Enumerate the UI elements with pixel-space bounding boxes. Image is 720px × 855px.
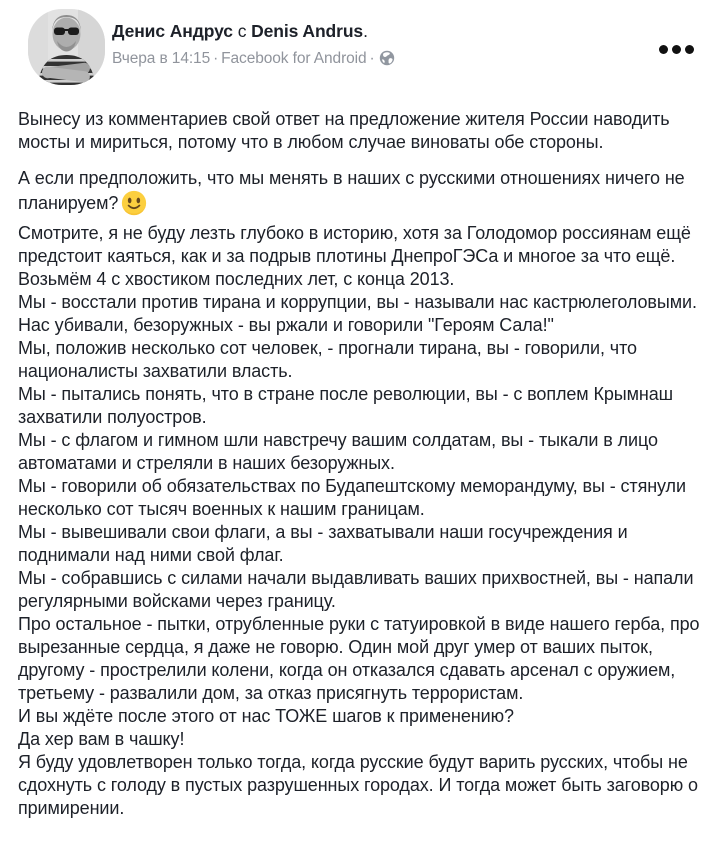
- name-suffix: .: [363, 21, 368, 41]
- meta-separator: ·: [369, 50, 375, 67]
- post-header: [0, 0, 720, 102]
- post-paragraph: Вынесу из комментариев свой ответ на предложение жителя России наводить мосты и мириться, потому что в любом случае виноваты обе стороны.: [18, 109, 670, 152]
- globe-icon: [379, 50, 395, 71]
- with-connector: с: [232, 21, 252, 41]
- post-line-with-emoji: [18, 167, 704, 222]
- avatar-photo: [28, 9, 105, 85]
- post-line: Про остальное - пытки, отрубленные руки с татуировкой в виде нашего герба, про вырезанные сердца, я даже не говорю. Один мой друг умер от ваших пыток, другому - прострелили колени, когда он отказался сдавать арсенал с оружием, третьему - развалили дом, за отказ присягнуть террористам.: [18, 614, 700, 703]
- app-name[interactable]: Facebook for Android: [221, 50, 367, 67]
- three-dots-menu-button[interactable]: [655, 41, 698, 58]
- post-line: Мы - с флагом и гимном шли навстречу вашим солдатам, вы - тыкали в лицо автоматами и стреляли в наших безоружных.: [18, 430, 658, 473]
- post-line: Мы - собравшись с силами начали выдавливать ваших прихвостней, вы - напали регулярными войсками через границу.: [18, 568, 694, 611]
- post-line: И вы ждёте после этого от нас ТОЖЕ шагов к применению?: [18, 706, 514, 726]
- menu-dot-icon: [672, 45, 681, 54]
- post-line: Мы - восстали против тирана и коррупции, вы - называли нас кастрюлеголовыми.: [18, 292, 697, 312]
- post-text-block: [18, 167, 704, 820]
- slightly-smiling-face-emoji: [121, 190, 147, 222]
- post-line: Возьмём 4 с хвостиком последних лет, с конца 2013.: [18, 269, 455, 289]
- menu-dot-icon: [685, 45, 694, 54]
- post-line: Мы - пытались понять, что в стране после революции, вы - с воплем Крымнаш захватили полуостров.: [18, 384, 673, 427]
- post-body: [0, 102, 720, 820]
- timestamp[interactable]: Вчера в 14:15: [112, 50, 211, 67]
- post-line: Я буду удовлетворен только тогда, когда русские будут варить русских, чтобы не сдохнуть с голоду в пустых разрушенных городах. И тогда может быть заговорю о примирении.: [18, 752, 698, 818]
- post-line: Мы - вывешивали свои флаги, а вы - захватывали наши госучреждения и поднимали над ними свой флаг.: [18, 522, 628, 565]
- post-line: Нас убивали, безоружных - вы ржали и говорили "Героям Сала!": [18, 315, 554, 335]
- tagged-name[interactable]: Denis Andrus: [251, 21, 364, 41]
- post-line: Мы, положив несколько сот человек, - прогнали тирана, вы - говорили, что националисты захватили власть.: [18, 338, 637, 381]
- author-line: [112, 20, 395, 42]
- post-meta: [112, 50, 395, 71]
- post-question: А если предположить, что мы менять в наших с русскими отношениях ничего не планируем?: [18, 168, 685, 213]
- meta-separator: ·: [213, 50, 219, 67]
- menu-dot-icon: [659, 45, 668, 54]
- post-line: Смотрите, я не буду лезть глубоко в историю, хотя за Голодомор россиянам ещё предстоит каяться, как и за подрыв плотины ДнепроГЭСа и многое за что ещё.: [18, 223, 691, 266]
- avatar[interactable]: [28, 9, 105, 85]
- author-name[interactable]: Денис Андрус: [112, 21, 233, 41]
- post-line: Да хер вам в чашку!: [18, 729, 185, 749]
- header-text: [112, 20, 395, 71]
- post-line: Мы - говорили об обязательствах по Будапештскому меморандуму, вы - стянули несколько сот тысяч военных к нашим границам.: [18, 476, 686, 519]
